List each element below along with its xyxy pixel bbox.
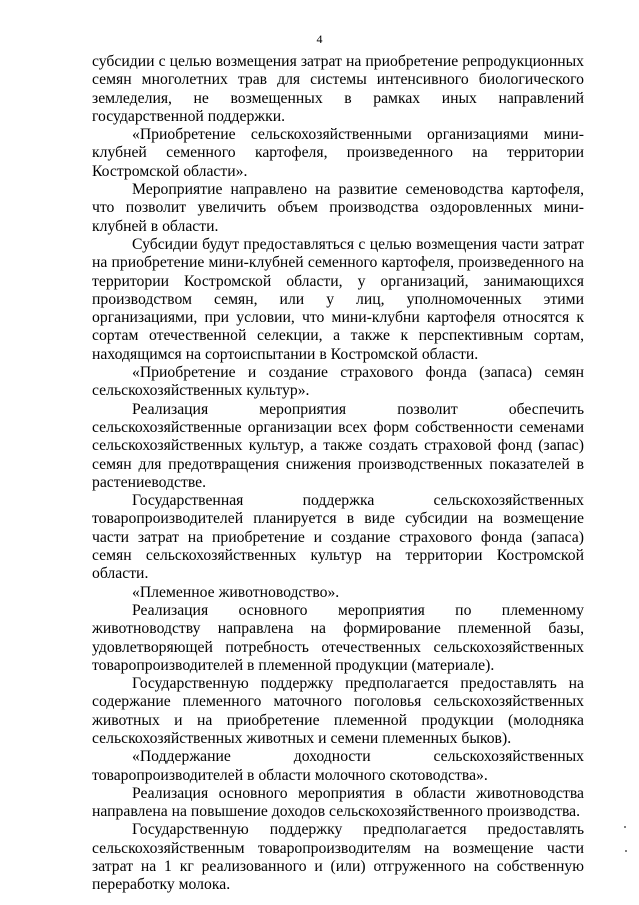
document-body <box>92 53 584 895</box>
paragraph-heading-dairy-income: «Поддержание доходности сельскохозяйственных товаропроизводителей в области молочного скотоводства». <box>92 748 584 784</box>
scan-artifact-dot <box>625 850 627 852</box>
paragraph-heading-potato-minitubers: «Приобретение сельскохозяйственными организациями мини-клубней семенного картофеля, произведенного на территории Костромской области». <box>92 126 584 180</box>
paragraph-heading-breeding-livestock: «Племенное животноводство». <box>132 583 340 601</box>
paragraph-seed-fund-implementation: Реализация мероприятия позволит обеспечить сельскохозяйственные организации всех форм собственности семенами сельскохозяйственных культур, а также создать страховой фонд (запас) семян для предотвращения снижения производственных показателей в растениеводстве. <box>92 400 584 491</box>
paragraph-dairy-implementation: Реализация основного мероприятия в области животноводства направлена на повышение доходов сельскохозяйственного производства. <box>92 784 584 821</box>
page-number: 4 <box>316 32 323 46</box>
paragraph-potato-seed-development: Мероприятие направлено на развитие семеноводства картофеля, что позволит увеличить объем производства оздоровленных мини-клубней в области. <box>92 181 584 235</box>
scan-artifact-dot <box>624 826 626 828</box>
paragraph-breeding-support: Государственную поддержку предполагается предоставлять на содержание племенного маточного поголовья сельскохозяйственных животных и на приобретение племенной продукции (молодняка сельскохозяйственных животных и семени племенных быков). <box>92 675 584 747</box>
paragraph-heading-seed-insurance-fund: «Приобретение и создание страхового фонда (запаса) семян сельскохозяйственных культур». <box>92 364 584 400</box>
paragraph-subsidy-seeds-continued: субсидии с целью возмещения затрат на приобретение репродукционных семян многолетних трав для системы интенсивного биологического земледелия, не возмещенных в рамках иных направлений государственной поддержки. <box>92 53 584 125</box>
paragraph-potato-subsidy-conditions: Субсидии будут предоставляться с целью возмещения части затрат на приобретение мини-клубней семенного картофеля, произведенного на территории Костромской области, у организаций, занимающихся производством семян, или у лиц, уполномоченных этими организациями, при условии, что мини-клубни картофеля относятся к сортам отечественной селекции, а также к перспективным сортам, находящимся на сортоиспытании в Костромской области. <box>92 235 584 363</box>
paragraph-breeding-implementation: Реализация основного мероприятия по племенному животноводству направлена на формирование племенной базы, удовлетворяющей потребность отечественных сельскохозяйственных товаропроизводителей в племенной продукции (материале). <box>92 601 584 674</box>
paragraph-dairy-support: Государственную поддержку предполагается предоставлять сельскохозяйственным товаропроизводителям на возмещение части затрат на 1 кг реализованного и (или) отгруженного на собственную переработку молока. <box>92 821 584 894</box>
paragraph-seed-fund-support: Государственная поддержка сельскохозяйственных товаропроизводителей планируется в виде субсидии на возмещение части затрат на приобретение и создание страхового фонда (запаса) семян сельскохозяйственных культур на территории Костромской области. <box>92 492 584 583</box>
